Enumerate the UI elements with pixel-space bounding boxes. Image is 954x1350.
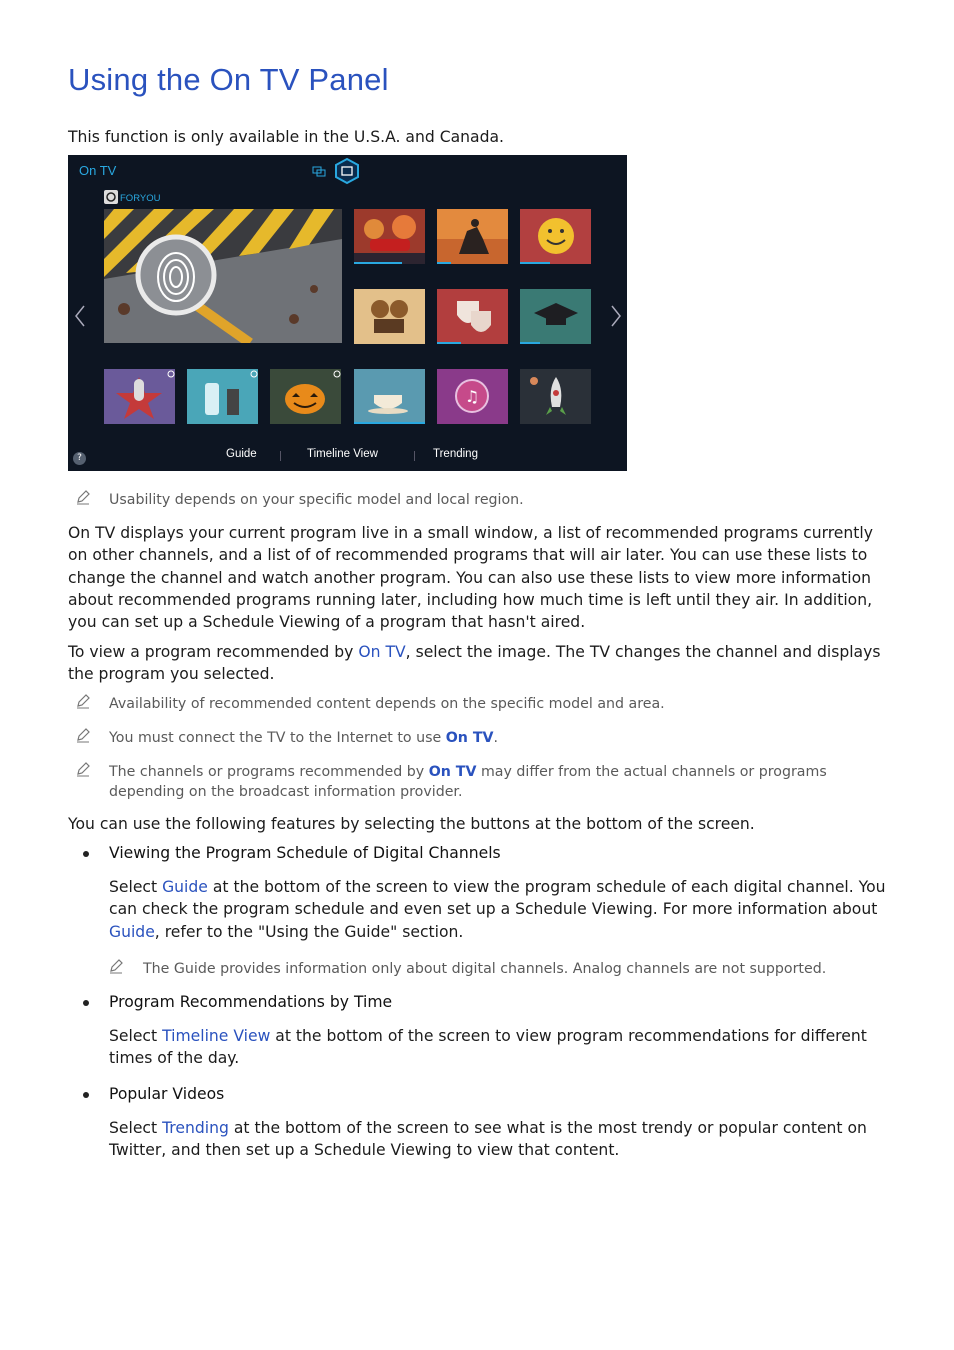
note-pencil-icon bbox=[75, 693, 91, 709]
note-channels-differ: The channels or programs recommended by On TV may differ from the actual channels or programs depending on the broadcast information provider. bbox=[109, 764, 827, 800]
arrow-left-icon[interactable] bbox=[74, 305, 86, 327]
tile-drama[interactable] bbox=[437, 289, 508, 344]
featured-tile[interactable] bbox=[104, 209, 342, 343]
film-reel-icon bbox=[354, 289, 425, 344]
on-tv-hex-icon bbox=[334, 157, 360, 185]
on-tv-screenshot bbox=[68, 155, 627, 471]
theater-masks-icon bbox=[437, 289, 508, 344]
paragraph-view-program: To view a program recommended by On TV, select the image. The TV changes the channel and displays the program you selected. bbox=[68, 643, 881, 684]
tile-mic[interactable] bbox=[104, 369, 175, 424]
tile-music[interactable] bbox=[437, 369, 508, 424]
tv-menu-timeline-view[interactable]: Timeline View bbox=[307, 448, 378, 460]
bullet-text-popular: Select Trending at the bottom of the screen to see what is the most trendy or popular content on Twitter, and then set up a Schedule Viewing to view that content. bbox=[109, 1119, 867, 1160]
help-icon[interactable]: ? bbox=[73, 452, 86, 465]
tv-menu-guide[interactable]: Guide bbox=[226, 448, 257, 460]
paragraph-on-tv-overview: On TV displays your current program live in a small window, a list of recommended programs currently on other channels, and a list of of recommended programs that will air later. You can use these lists to change the channel and watch another program. You can also use these lists to view more information about recommended programs running later, including how much time is left until they air. In addition, you can set up a Schedule Viewing of a program that hasn't aired. bbox=[68, 524, 873, 632]
smiley-icon bbox=[520, 209, 591, 264]
tv-panel-title: On TV bbox=[79, 163, 117, 178]
water-bottle-icon bbox=[187, 369, 258, 424]
source-icon bbox=[312, 164, 326, 178]
car-icon bbox=[354, 209, 425, 264]
rocket-icon bbox=[520, 369, 591, 424]
bullet-text-schedule: Select Guide at the bottom of the screen to view the program schedule of each digital channel. You can check the program schedule and even set up a Schedule Viewing. For more information about Guide, refer to the "Using the Guide" section. bbox=[109, 878, 886, 941]
tile-halloween[interactable] bbox=[270, 369, 341, 424]
arrow-right-icon[interactable] bbox=[610, 305, 622, 327]
keyword-on-tv: On TV bbox=[358, 643, 406, 661]
page-title: Using the On TV Panel bbox=[68, 62, 389, 97]
fingerprint-magnifier-icon bbox=[104, 209, 342, 343]
microphone-icon bbox=[104, 369, 175, 424]
tile-film[interactable] bbox=[354, 289, 425, 344]
paragraph-features: You can use the following features by selecting the buttons at the bottom of the screen. bbox=[68, 815, 755, 833]
note-pencil-icon bbox=[108, 958, 124, 974]
intro-text: This function is only available in the U.S.A. and Canada. bbox=[68, 128, 505, 146]
note-guide-digital: The Guide provides information only about digital channels. Analog channels are not supported. bbox=[143, 961, 827, 977]
tile-education[interactable] bbox=[520, 289, 591, 344]
jack-o-lantern-icon bbox=[270, 369, 341, 424]
tile-car[interactable] bbox=[354, 209, 425, 264]
tile-comedy[interactable] bbox=[520, 209, 591, 264]
foryou-label: FORYOU bbox=[120, 193, 161, 204]
coffee-cup-icon bbox=[354, 369, 425, 424]
tile-water[interactable] bbox=[187, 369, 258, 424]
note-availability: Availability of recommended content depends on the specific model and area. bbox=[109, 696, 665, 712]
note-pencil-icon bbox=[75, 727, 91, 743]
note-pencil-icon bbox=[75, 761, 91, 777]
tile-coffee[interactable] bbox=[354, 369, 425, 424]
note-internet: You must connect the TV to the Internet to use On TV. bbox=[109, 730, 499, 746]
tile-space[interactable] bbox=[520, 369, 591, 424]
graduation-cap-icon bbox=[520, 289, 591, 344]
bullet-heading-timeline: Program Recommendations by Time bbox=[109, 993, 393, 1011]
svg-text:♫: ♫ bbox=[464, 387, 480, 406]
tv-menu-separator bbox=[280, 451, 281, 461]
bullet-heading-popular: Popular Videos bbox=[109, 1085, 225, 1103]
bullet-dot bbox=[83, 1000, 89, 1006]
tv-menu-separator bbox=[414, 451, 415, 461]
bullet-text-timeline: Select Timeline View at the bottom of the screen to view program recommendations for different times of the day. bbox=[109, 1027, 867, 1068]
music-note-icon bbox=[437, 369, 508, 424]
note-pencil-icon bbox=[75, 489, 91, 505]
bullet-heading-schedule: Viewing the Program Schedule of Digital Channels bbox=[109, 844, 501, 862]
bullet-dot bbox=[83, 851, 89, 857]
note-usability: Usability depends on your specific model and local region. bbox=[109, 492, 524, 508]
refresh-icon bbox=[104, 190, 118, 204]
bullet-dot bbox=[83, 1092, 89, 1098]
horse-rider-icon bbox=[437, 209, 508, 264]
tile-western[interactable] bbox=[437, 209, 508, 264]
tv-menu-trending[interactable]: Trending bbox=[433, 448, 478, 460]
